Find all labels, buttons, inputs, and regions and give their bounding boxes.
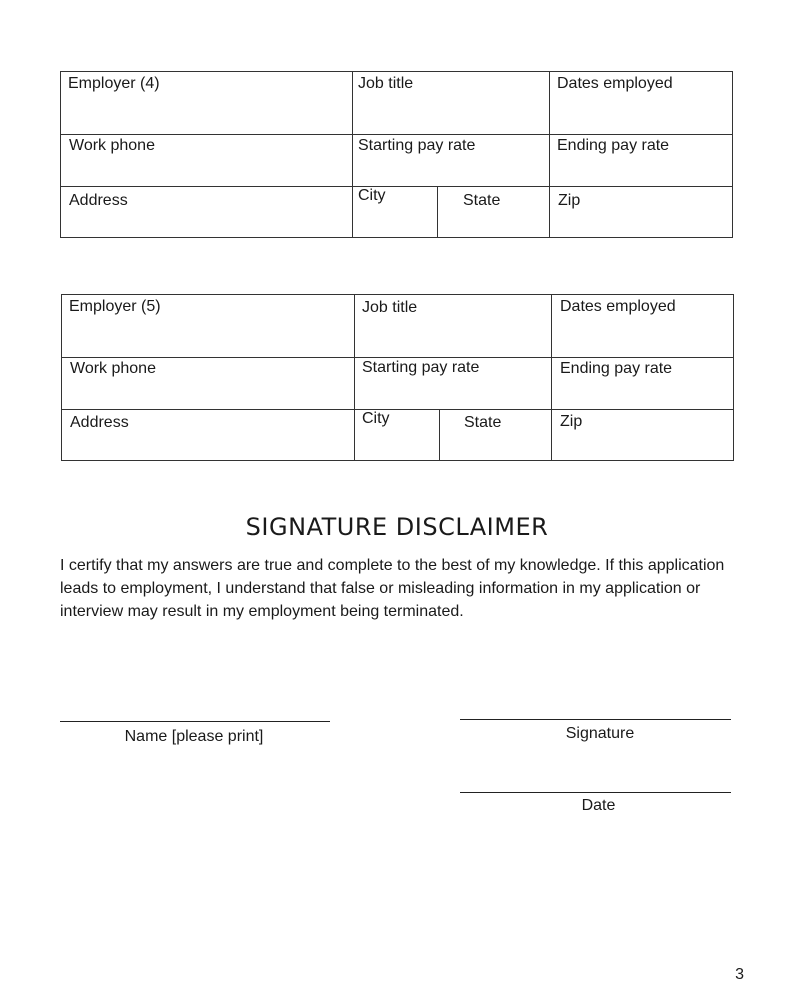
employer-5-table <box>61 294 734 461</box>
starting-pay-label: Starting pay rate <box>358 137 476 154</box>
signature-caption: Signature <box>565 725 635 742</box>
job-title-label: Job title <box>358 75 414 92</box>
ending-pay-label: Ending pay rate <box>560 360 673 377</box>
signature-disclaimer-title: SIGNATURE DISCLAIMER <box>245 513 549 541</box>
employer-name-cell[interactable] <box>61 72 353 135</box>
city-label: City <box>362 410 390 427</box>
ending-pay-cell[interactable] <box>552 358 734 410</box>
state-cell[interactable] <box>440 410 552 461</box>
state-label: State <box>463 192 501 209</box>
job-title-label: Job title <box>362 299 418 316</box>
starting-pay-label: Starting pay rate <box>362 359 480 376</box>
state-cell[interactable] <box>438 187 550 238</box>
employer-4-table <box>60 71 733 238</box>
zip-label: Zip <box>558 192 581 209</box>
name-print-line[interactable] <box>60 721 330 722</box>
city-label: City <box>358 187 386 204</box>
employer-name-cell[interactable] <box>62 295 355 358</box>
address-label: Address <box>70 414 129 431</box>
work-phone-label: Work phone <box>70 360 156 377</box>
page-number: 3 <box>735 966 744 983</box>
employer-label: Employer (4) <box>68 75 160 92</box>
state-label: State <box>464 414 502 431</box>
employer-label: Employer (5) <box>69 298 161 315</box>
work-phone-cell[interactable] <box>61 135 353 187</box>
work-phone-label: Work phone <box>69 137 155 154</box>
address-cell[interactable] <box>62 410 355 461</box>
ending-pay-cell[interactable] <box>550 135 733 187</box>
name-print-caption: Name [please print] <box>124 728 264 745</box>
dates-employed-label: Dates employed <box>557 75 673 92</box>
city-cell[interactable] <box>355 410 440 461</box>
zip-label: Zip <box>560 413 583 430</box>
dates-employed-cell[interactable] <box>552 295 734 358</box>
city-cell[interactable] <box>353 187 438 238</box>
work-phone-cell[interactable] <box>62 358 355 410</box>
address-label: Address <box>69 192 128 209</box>
dates-employed-label: Dates employed <box>560 298 676 315</box>
starting-pay-cell[interactable] <box>353 135 550 187</box>
disclaimer-text: I certify that my answers are true and complete to the best of my knowledge. If this application leads to employment, I understand that false or misleading information in my application or interview may result in my employment being terminated. <box>60 557 725 620</box>
date-line[interactable] <box>460 792 731 793</box>
date-caption: Date <box>581 797 616 814</box>
zip-cell[interactable] <box>552 410 734 461</box>
signature-line[interactable] <box>460 719 731 720</box>
zip-cell[interactable] <box>550 187 733 238</box>
job-title-cell[interactable] <box>355 295 552 358</box>
job-title-cell[interactable] <box>353 72 550 135</box>
ending-pay-label: Ending pay rate <box>557 137 670 154</box>
starting-pay-cell[interactable] <box>355 358 552 410</box>
address-cell[interactable] <box>61 187 353 238</box>
dates-employed-cell[interactable] <box>550 72 733 135</box>
